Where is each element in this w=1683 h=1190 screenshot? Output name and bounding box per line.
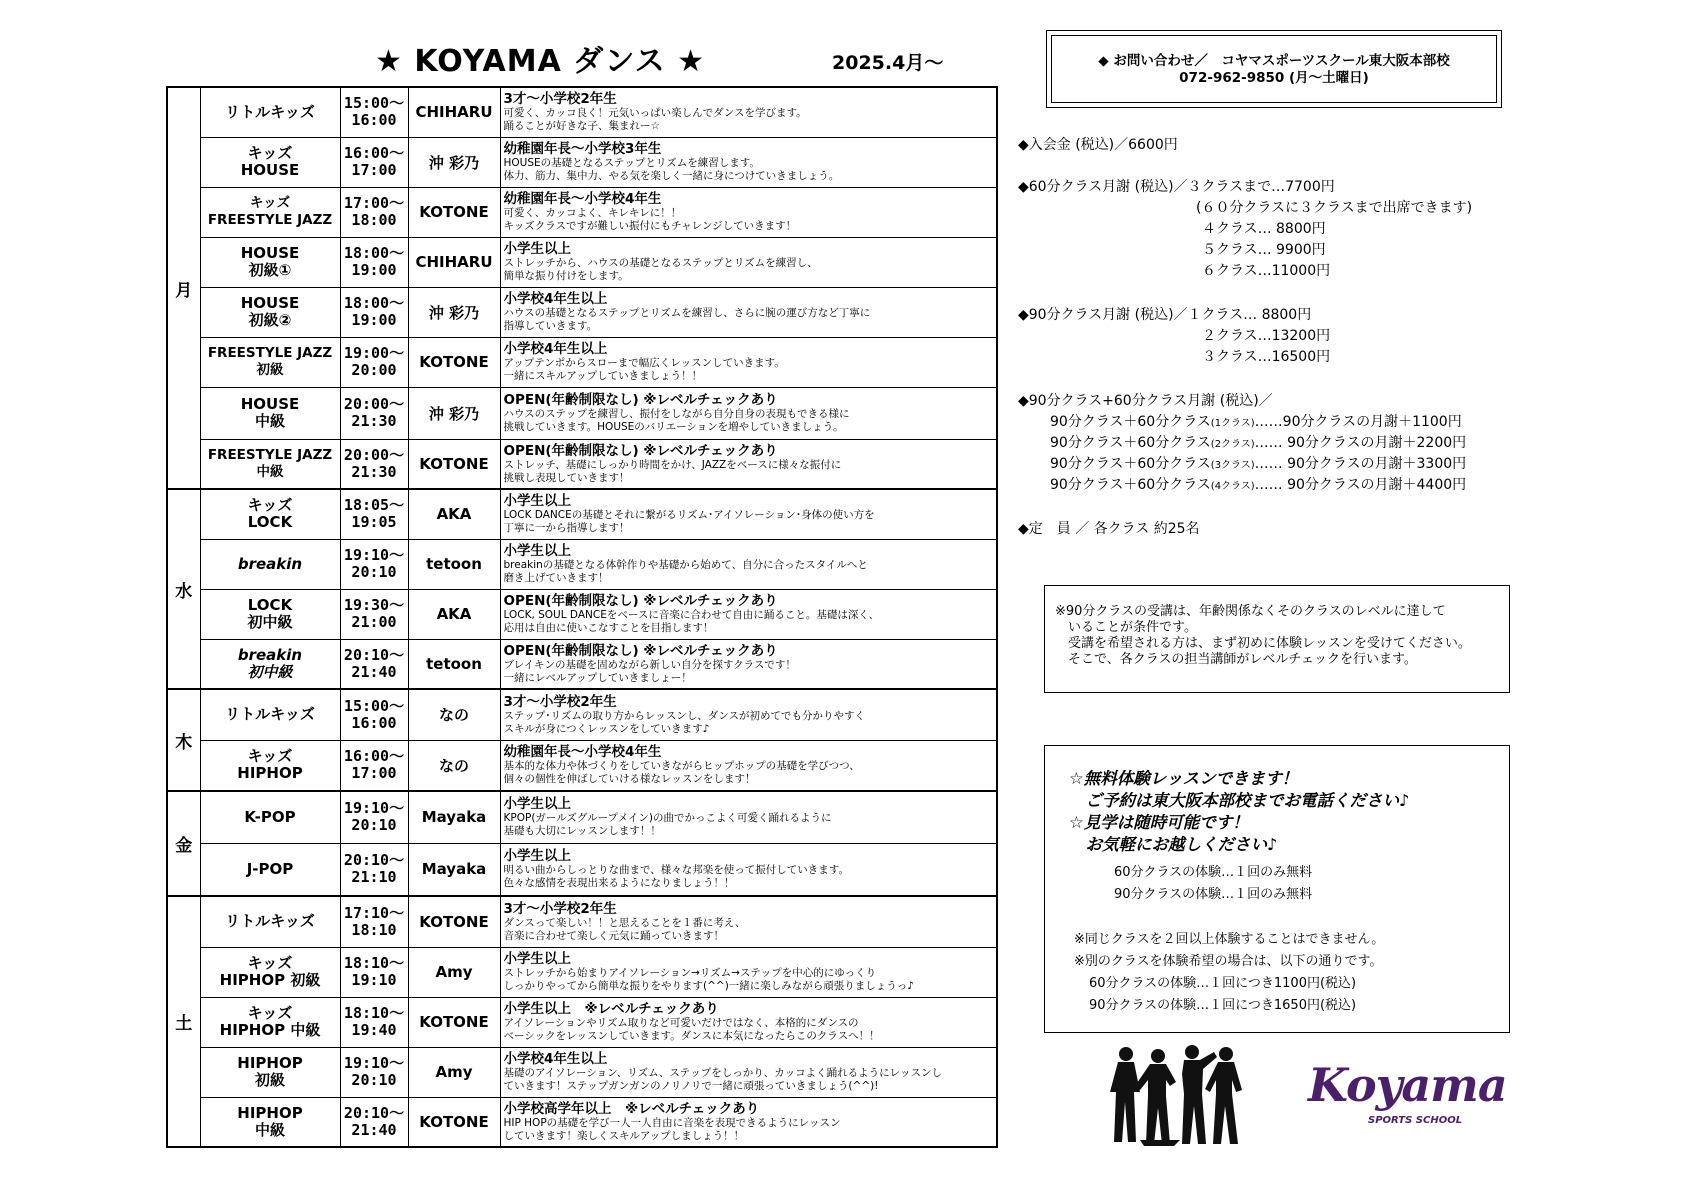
contact-inner <box>1051 35 1497 103</box>
level-note-text: ※90分クラスの受講は、年齢関係なくそのクラスのレベルに達して いることが条件です。 受講を希望される方は、まず初めに体験レッスンを受けてください。 そこで、各クラスの担当講師がレベルチェックを行います。 <box>1055 604 1471 667</box>
target-age: OPEN(年齢制限なし) ※レベルチェックあり <box>503 442 778 459</box>
table-row <box>167 896 997 947</box>
class-time: 19:10～ 20:10 <box>340 1047 408 1097</box>
table-row <box>167 539 997 589</box>
target-age: 幼稚園年長～小学校4年生 <box>503 191 662 207</box>
instructor: Mayaka <box>408 791 500 843</box>
trial-60: 60分クラスの体験…１回のみ無料 <box>1114 865 1313 880</box>
class-name: FREESTYLE JAZZ 初級 <box>200 337 340 387</box>
class-time: 18:10～ 19:40 <box>340 997 408 1047</box>
day-label-thu: 木 <box>167 689 200 791</box>
class-name: J-POP <box>200 843 340 896</box>
combo-line: 90分クラス＋60分クラス(3クラス)…… 90分クラスの月謝＋3300円 <box>1050 456 1467 472</box>
instructor: 沖 彩乃 <box>408 137 500 187</box>
trial-price-60: 60分クラスの体験…１回につき1100円(税込) <box>1089 976 1357 991</box>
class-description <box>500 1097 997 1147</box>
class-time: 16:00～ 17:00 <box>340 137 408 187</box>
class-time: 19:00～ 20:00 <box>340 337 408 387</box>
table-row <box>167 639 997 689</box>
class-description <box>500 489 997 539</box>
class-time: 16:00～ 17:00 <box>340 740 408 791</box>
class-time: 19:30～ 21:00 <box>340 589 408 639</box>
combo-line: 90分クラス＋60分クラス(2クラス)…… 90分クラスの月謝＋2200円 <box>1050 435 1467 451</box>
table-row <box>167 287 997 337</box>
target-age: 幼稚園年長～小学校3年生 <box>503 141 662 157</box>
class-description <box>500 237 997 287</box>
table-row <box>167 387 997 439</box>
table-row <box>167 237 997 287</box>
monthly-90-3: ３クラス…16500円 <box>1202 349 1331 365</box>
description-text: HOUSEの基礎となるステップとリズムを練習します。 体力、筋力、集中力、やる気を楽しく一緒に身につけていきましょう。 <box>503 157 840 182</box>
class-description <box>500 337 997 387</box>
table-row <box>167 740 997 791</box>
monthly-60-title: ◆60分クラス月謝 (税込)／３クラスまで…7700円 <box>1018 179 1335 195</box>
capacity: ◆定 員 ／ 各クラス 約25名 <box>1018 521 1200 537</box>
description-text: ブレイキンの基礎を固めながら新しい自分を探すクラスです！ 一緒にレベルアップしていきましょー！ <box>503 658 796 684</box>
class-name: HIPHOP 初級 <box>200 1047 340 1097</box>
contact-box <box>1046 30 1502 108</box>
description-text: ステップ･リズムの取り方からレッスンし、ダンスが初めてでも分かりやすく スキルが身につくレッスンをしていきます♪ <box>503 709 866 735</box>
monthly-90-title: ◆90分クラス月謝 (税込)／１クラス… 8800円 <box>1018 307 1312 323</box>
class-time: 20:10～ 21:40 <box>340 1097 408 1147</box>
target-age: 小学生以上 <box>503 848 571 865</box>
day-label-sat: 土 <box>167 896 200 1147</box>
instructor: KOTONE <box>408 1097 500 1147</box>
target-age: 小学生以上 ※レベルチェックあり <box>503 1001 719 1017</box>
instructor: 沖 彩乃 <box>408 387 500 439</box>
class-time: 17:00～ 18:00 <box>340 187 408 237</box>
class-name: HOUSE 初級① <box>200 237 340 287</box>
description-text: 可愛く、カッコ良く！元気いっぱい楽しんでダンスを学びます。 踊ることが好きな子、集まれー☆ <box>503 107 807 133</box>
class-name: LOCK 初中級 <box>200 589 340 639</box>
class-time: 20:10～ 21:10 <box>340 843 408 896</box>
target-age: 3才～小学校2年生 <box>503 91 617 108</box>
monthly-90-2: ２クラス…13200円 <box>1202 328 1331 344</box>
table-row <box>167 997 997 1047</box>
table-row <box>167 589 997 639</box>
day-label-mon: 月 <box>167 87 200 489</box>
class-description <box>500 137 997 187</box>
contact-phone: 072-962-9850 (月～土曜日) <box>1179 70 1369 86</box>
target-age: 3才～小学校2年生 <box>503 693 617 710</box>
class-name: HOUSE 中級 <box>200 387 340 439</box>
target-age: 小学生以上 <box>503 951 571 967</box>
target-age: OPEN(年齢制限なし) ※レベルチェックあり <box>503 593 778 609</box>
class-description <box>500 439 997 489</box>
class-name: リトルキッズ <box>200 87 340 137</box>
dancers-silhouette-icon <box>1100 1040 1260 1150</box>
monthly-60-5: ５クラス… 9900円 <box>1202 242 1326 258</box>
target-age: 小学生以上 <box>503 543 571 559</box>
instructor: Amy <box>408 1047 500 1097</box>
level-note-box <box>1044 585 1510 693</box>
instructor: KOTONE <box>408 896 500 947</box>
target-age: 小学生以上 <box>503 241 571 257</box>
class-description <box>500 87 997 137</box>
page-title: ★ KOYAMA ダンス ★ <box>375 44 705 79</box>
class-description <box>500 387 997 439</box>
combo-line: 90分クラス＋60分クラス(4クラス)…… 90分クラスの月謝＋4400円 <box>1050 477 1467 493</box>
table-row <box>167 689 997 740</box>
description-text: KPOP(ガールズグループメイン)の曲でかっこよく可愛く踊れるように 基礎も大切にレッスンします！！ <box>503 812 832 838</box>
class-name: リトルキッズ <box>200 689 340 740</box>
table-row <box>167 947 997 997</box>
class-name: リトルキッズ <box>200 896 340 947</box>
target-age: 幼稚園年長～小学校4年生 <box>503 744 662 761</box>
class-description <box>500 997 997 1047</box>
class-time: 18:10～ 19:10 <box>340 947 408 997</box>
combo-line: 90分クラス＋60分クラス(1クラス)……90分クラスの月謝＋1100円 <box>1050 414 1462 430</box>
table-row <box>167 489 997 539</box>
class-time: 18:05～ 19:05 <box>340 489 408 539</box>
trial-90: 90分クラスの体験…１回のみ無料 <box>1114 887 1313 902</box>
schedule-table <box>166 86 998 1148</box>
target-age: 3才～小学校2年生 <box>503 900 617 917</box>
table-row <box>167 439 997 489</box>
description-text: 基本的な体力や体づくりをしていきながらヒップホップの基礎を学びつつ、 個々の個性を伸ばしていける様なレッスンをします！ <box>503 760 860 786</box>
description-text: 基礎のアイソレーション、リズム、ステップをしっかり、カッコよく踊れるようにレッスンし ていきます！ステップガンガンのノリノリで一緒に頑張っていきましょう(^^)! <box>503 1067 942 1092</box>
class-name: キッズ HIPHOP 初級 <box>200 947 340 997</box>
class-time: 19:10～ 20:10 <box>340 791 408 843</box>
description-text: ダンスって楽しい！！と思えることを１番に考え、 音楽に合わせて楽しく元気に踊っていきます！ <box>503 916 746 942</box>
class-time: 18:00～ 19:00 <box>340 237 408 287</box>
instructor: CHIHARU <box>408 237 500 287</box>
koyama-logo <box>1300 1058 1507 1138</box>
description-text: 可愛く、カッコよく、キレキレに！！ キッズクラスですが難しい振付にもチャレンジしていきます！ <box>503 207 797 232</box>
target-age: 小学生以上 <box>503 796 571 813</box>
contact-school: ◆ お問い合わせ／ コヤマスポーツスクール東大阪本部校 <box>1098 53 1450 69</box>
class-name: キッズ HIPHOP 中級 <box>200 997 340 1047</box>
target-age: OPEN(年齢制限なし) ※レベルチェックあり <box>503 392 778 408</box>
instructor: tetoon <box>408 539 500 589</box>
class-name: FREESTYLE JAZZ 中級 <box>200 439 340 489</box>
table-row <box>167 187 997 237</box>
trial-price-90: 90分クラスの体験…１回につき1650円(税込) <box>1089 998 1357 1013</box>
class-name: キッズ FREESTYLE JAZZ <box>200 187 340 237</box>
class-description <box>500 791 997 843</box>
instructor: CHIHARU <box>408 87 500 137</box>
instructor: KOTONE <box>408 337 500 387</box>
class-name: キッズ HOUSE <box>200 137 340 187</box>
target-age: 小学校4年生以上 <box>503 1051 608 1067</box>
trial-lesson-box <box>1044 745 1510 1033</box>
class-time: 20:10～ 21:40 <box>340 639 408 689</box>
monthly-60-4: ４クラス… 8800円 <box>1202 221 1326 237</box>
instructor: 沖 彩乃 <box>408 287 500 337</box>
table-row <box>167 1047 997 1097</box>
description-text: ストレッチ、基礎にしっかり時間をかけ、JAZZをベースに様々な振付に 挑戦し表現していきます！ <box>503 458 842 484</box>
start-date: 2025.4月～ <box>832 52 944 74</box>
logo-sub: SPORTS SCHOOL <box>1368 1115 1463 1126</box>
description-text: breakinの基礎となる体幹作りや基礎から始めて、自分に合ったスタイルへと 磨き上げていきます！ <box>503 559 868 584</box>
class-time: 17:10～ 18:10 <box>340 896 408 947</box>
day-label-fri: 金 <box>167 791 200 896</box>
class-time: 15:00～ 16:00 <box>340 87 408 137</box>
instructor: tetoon <box>408 639 500 689</box>
trial-note-2: ※別のクラスを体験希望の場合は、以下の通りです。 <box>1074 954 1383 969</box>
trial-headline: ☆無料体験レッスンできます！ ご予約は東大阪本部校までお電話ください♪ ☆見学は随時可能です！ お気軽にお越しください♪ <box>1069 769 1410 854</box>
class-description <box>500 896 997 947</box>
instructor: KOTONE <box>408 187 500 237</box>
class-time: 20:00～ 21:30 <box>340 387 408 439</box>
description-text: アイソレーションやリズム取りなど可愛いだけではなく、本格的にダンスの ベーシックをレッスンしていきます。ダンスに本気になったらこのクラスへ！！ <box>503 1017 880 1042</box>
class-time: 15:00～ 16:00 <box>340 689 408 740</box>
class-name: breakin <box>200 539 340 589</box>
description-text: アップテンポからスローまで幅広くレッスンしていきます。 一緒にスキルアップしていきましょう！！ <box>503 357 785 382</box>
description-text: LOCK, SOUL DANCEをベースに音楽に合わせて自由に踊ること。基礎は深く、 応用は自由に使いこなすことを目指します！ <box>503 609 880 634</box>
class-name: HOUSE 初級② <box>200 287 340 337</box>
class-description <box>500 947 997 997</box>
target-age: 小学校4年生以上 <box>503 291 608 307</box>
instructor: KOTONE <box>408 439 500 489</box>
class-description <box>500 589 997 639</box>
description-text: ストレッチから、ハウスの基礎となるステップとリズムを練習し、 簡単な振り付けをします。 <box>503 257 818 282</box>
table-row <box>167 791 997 843</box>
instructor: KOTONE <box>408 997 500 1047</box>
class-description <box>500 689 997 740</box>
description-text: 明るい曲からしっとりな曲まで、様々な邦楽を使って振付していきます。 色々な感情を表現出来るようになりましょう！！ <box>503 864 849 890</box>
entry-fee: ◆入会金 (税込)／6600円 <box>1018 137 1178 153</box>
day-label-wed: 水 <box>167 489 200 689</box>
target-age: OPEN(年齢制限なし) ※レベルチェックあり <box>503 642 778 659</box>
class-time: 18:00～ 19:00 <box>340 287 408 337</box>
class-description <box>500 740 997 791</box>
class-description <box>500 1047 997 1097</box>
class-description <box>500 539 997 589</box>
class-description <box>500 287 997 337</box>
instructor: なの <box>408 740 500 791</box>
instructor: Amy <box>408 947 500 997</box>
table-row <box>167 1097 997 1147</box>
class-name: K-POP <box>200 791 340 843</box>
class-description <box>500 843 997 896</box>
class-description <box>500 187 997 237</box>
target-age: 小学校高学年以上 ※レベルチェックあり <box>503 1100 760 1117</box>
table-row <box>167 87 997 137</box>
class-description <box>500 639 997 689</box>
target-age: 小学生以上 <box>503 493 571 510</box>
combo-title: ◆90分クラス+60分クラス月謝 (税込)／ <box>1018 393 1273 409</box>
class-name: キッズ HIPHOP <box>200 740 340 791</box>
table-row <box>167 337 997 387</box>
description-text: LOCK DANCEの基礎とそれに繋がるリズム･アイソレーション･身体の使い方を 丁寧に一から指導します！ <box>503 509 875 535</box>
class-name: キッズ LOCK <box>200 489 340 539</box>
instructor: Mayaka <box>408 843 500 896</box>
instructor: AKA <box>408 589 500 639</box>
table-row <box>167 843 997 896</box>
class-name: breakin 初中級 <box>200 639 340 689</box>
description-text: ストレッチから始まりアイソレーション→リズム→ステップを中心的にゆっくり しっかりやってから簡単な振りをやります(^^)一緒に楽しみながら頑張りましょうっ♪ <box>503 967 914 992</box>
instructor: なの <box>408 689 500 740</box>
monthly-60-note: (６０分クラスに３クラスまで出席できます) <box>1196 200 1473 216</box>
table-row <box>167 137 997 187</box>
description-text: ハウスの基礎となるステップとリズムを練習し、さらに腕の運び方など丁寧に 指導していきます。 <box>503 307 871 332</box>
class-time: 20:00～ 21:30 <box>340 439 408 489</box>
target-age: 小学校4年生以上 <box>503 341 608 357</box>
logo-name: Koyama <box>1308 1058 1507 1112</box>
class-name: HIPHOP 中級 <box>200 1097 340 1147</box>
trial-note-1: ※同じクラスを２回以上体験することはできません。 <box>1074 932 1385 947</box>
class-time: 19:10～ 20:10 <box>340 539 408 589</box>
description-text: ハウスのステップを練習し、振付をしながら自分自身の表現もできる様に 挑戦していきます。HOUSEのバリエーションを増やしていきましょう。 <box>503 408 850 433</box>
monthly-60-6: ６クラス…11000円 <box>1202 263 1331 279</box>
description-text: HIP HOPの基礎を学び一人一人自由に音楽を表現できるようにレッスン していきます！楽しくスキルアップしましょう！！ <box>503 1116 841 1142</box>
instructor: AKA <box>408 489 500 539</box>
